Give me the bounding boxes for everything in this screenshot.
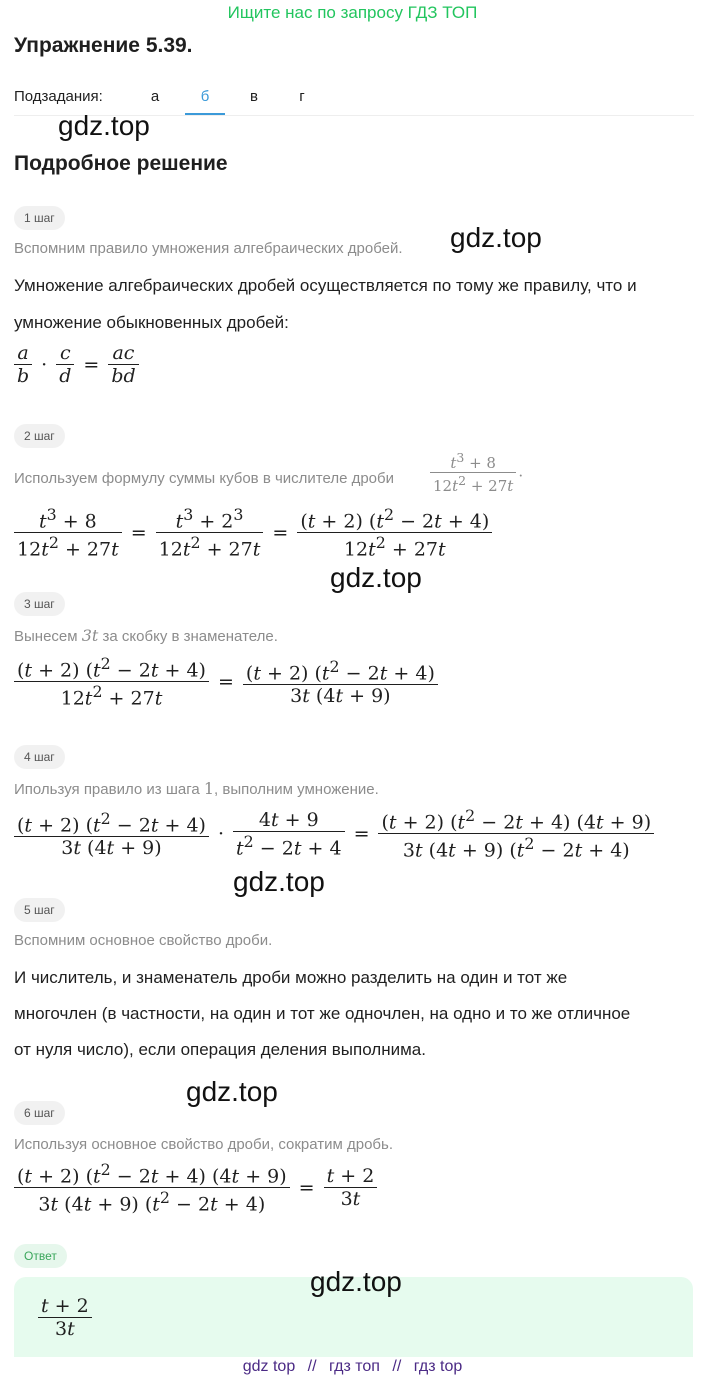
footer-separator: // (307, 1358, 317, 1375)
step-4-hint (14, 779, 379, 798)
footer-links (0, 1358, 705, 1376)
section-title: Подробное решение (14, 152, 228, 175)
step-2-hint-fraction: $\frac{t^3 + 8}{12t^2 + 27t}$ . (428, 450, 523, 495)
step-3-hint (14, 626, 278, 645)
watermark: gdz.top (186, 1076, 278, 1107)
watermark: gdz.top (58, 110, 150, 141)
step-3-hint-after: за скобку в знаменателе. (102, 628, 278, 645)
tab-a[interactable]: а (150, 88, 160, 105)
page-title: Упражнение 5.39. (14, 34, 193, 57)
step-4-hint-after: , выполним умножение. (214, 781, 379, 798)
step-4-formula: $\frac{(t + 2) (t^2 - 2t + 4)}{3t (4t + 9)}$ · $\frac{4t + 9}{t^2 - 2t + 4}$ = $\frac{(t + 2) (t^2 - 2t + 4) (4t + 9)}{3t (4t + 9) (t^2 - 2t + 4)}$ (12, 806, 656, 862)
step-2-formula: $\frac{t^3 + 8}{12t^2 + 27t}$ = $\frac{t^3 + 2^3}{12t^2 + 27t}$ = $\frac{(t + 2) (t^2 - 2t + 4)}{12t^2 + 27t}$ (12, 505, 494, 561)
watermark: gdz.top (330, 562, 422, 593)
step-3-badge: 3 шаг (14, 592, 65, 616)
step-5-text-line1: И числитель, и знаменатель дроби можно разделить на один и тот же (14, 968, 568, 987)
tab-g[interactable]: г (299, 88, 305, 105)
footer-link-3[interactable]: гдз top (413, 1358, 463, 1375)
watermark: gdz.top (450, 222, 542, 253)
answer-formula: $\frac{t + 2}{3t}$ (36, 1295, 94, 1340)
subtasks-label: Подзадания: (14, 88, 103, 105)
top-banner[interactable]: Ищите нас по запросу ГДЗ ТОП (227, 3, 478, 22)
step-1-text-line2: умножение обыкновенных дробей: (14, 313, 289, 332)
step-4-badge: 4 шаг (14, 745, 65, 769)
step-5-text-line3: от нуля число), если операция деления выполнима. (14, 1040, 426, 1059)
step-1-formula: $\frac{a}{b}$ · $\frac{c}{d}$ = $\frac{ac}{bd}$ (12, 342, 141, 387)
step-1-text-line1: Умножение алгебраических дробей осуществляется по тому же правилу, что и (14, 276, 637, 295)
footer-link-1[interactable]: gdz top (242, 1358, 296, 1375)
answer-badge: Ответ (14, 1244, 67, 1268)
step-5-badge: 5 шаг (14, 898, 65, 922)
step-6-hint: Используя основное свойство дроби, сократим дробь. (14, 1136, 393, 1153)
active-tab-indicator (185, 113, 225, 115)
step-5-hint: Вспомним основное свойство дроби. (14, 932, 273, 949)
step-2-badge: 2 шаг (14, 424, 65, 448)
step-6-formula: $\frac{(t + 2) (t^2 - 2t + 4) (4t + 9)}{3t (4t + 9) (t^2 - 2t + 4)}$ = $\frac{t + 2}{3t}$ (12, 1160, 379, 1216)
step-5-text-line2: многочлен (в частности, на один и тот же одночлен, на одно и то же отличное (14, 1004, 631, 1023)
step-1-badge: 1 шаг (14, 206, 65, 230)
watermark: gdz.top (310, 1266, 402, 1297)
step-3-formula: $\frac{(t + 2) (t^2 - 2t + 4)}{12t^2 + 27t}$ = $\frac{(t + 2) (t^2 - 2t + 4)}{3t (4t + 9)}$ (12, 654, 440, 710)
step-6-badge: 6 шаг (14, 1101, 65, 1125)
step-4-hint-math: 1 (203, 779, 215, 798)
footer-separator: // (392, 1358, 402, 1375)
step-3-hint-before: Вынесем (14, 628, 78, 645)
watermark: gdz.top (233, 866, 325, 897)
tab-v[interactable]: в (250, 88, 258, 105)
step-2-hint: Используем формулу суммы кубов в числителе дроби (14, 470, 394, 487)
step-1-hint: Вспомним правило умножения алгебраических дробей. (14, 240, 403, 257)
step-3-hint-math: 3t (81, 626, 99, 645)
step-4-hint-before: Ипользуя правило из шага (14, 781, 200, 798)
tab-b[interactable]: б (200, 88, 210, 105)
footer-link-2[interactable]: гдз топ (329, 1358, 380, 1375)
